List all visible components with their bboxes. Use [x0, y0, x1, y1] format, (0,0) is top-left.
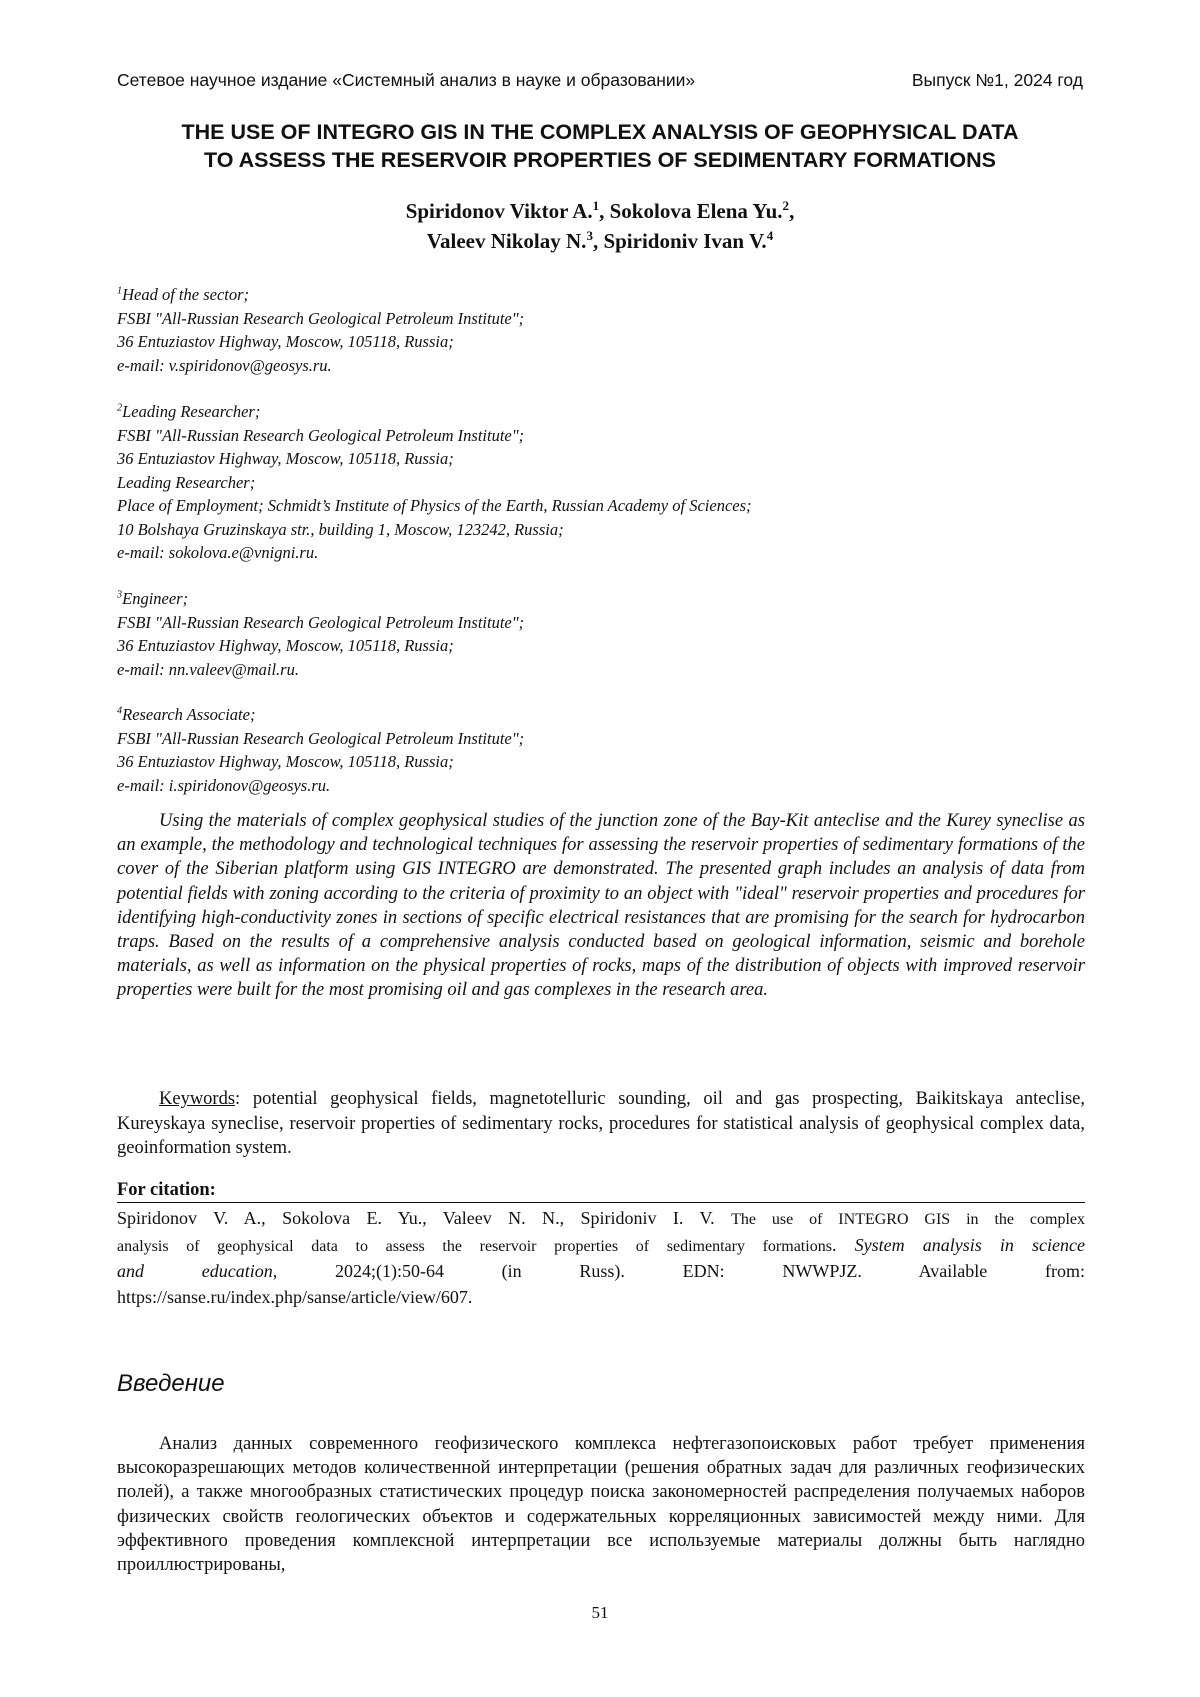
affiliation-mark: 1	[117, 286, 122, 297]
affiliation-mark: 2	[117, 403, 122, 414]
citation-authors: Spiridonov V. A., Sokolova E. Yu., Valeev N. N., Spiridoniv I. V.	[117, 1208, 715, 1228]
page-number: 51	[0, 1603, 1200, 1623]
title-line-1: THE USE OF INTEGRO GIS IN THE COMPLEX ANALYSIS OF GEOPHYSICAL DATA	[100, 118, 1100, 146]
keywords-text: : potential geophysical fields, magnetotelluric sounding, oil and gas prospecting, Baikitskaya anteclise, Kureyskaya syneclise, reservoir properties of sedimentary rocks, procedures for statistical analysis of geophysical complex data, geoinformation system.	[117, 1089, 1085, 1158]
citation-text	[117, 1206, 1085, 1310]
affiliation-email: e-mail: i.spiridonov@geosys.ru.	[117, 774, 1117, 798]
affiliation-line: 1Head of the sector;	[117, 283, 1117, 307]
affiliation-line: Leading Researcher;	[117, 471, 1117, 495]
citation-line: analysis of geophysical data to assess the reservoir properties of sedimentary formations. System analysis in science	[117, 1233, 1085, 1260]
citation-line: and education, 2024;(1):50-64 (in Russ). EDN: NWWPJZ. Available from:	[117, 1259, 1085, 1285]
citation-line	[117, 1206, 1085, 1233]
affiliation-2	[117, 400, 1117, 565]
affiliation-line: 36 Entuziastov Highway, Moscow, 105118, Russia;	[117, 634, 1117, 658]
paper-page	[0, 0, 1200, 1697]
affiliation-line: FSBI "All-Russian Research Geological Petroleum Institute";	[117, 424, 1117, 448]
affiliation-line: 36 Entuziastov Highway, Moscow, 105118, Russia;	[117, 750, 1117, 774]
affiliation-email: e-mail: v.spiridonov@geosys.ru.	[117, 354, 1117, 378]
author-list	[100, 196, 1100, 256]
affiliation-line: 10 Bolshaya Gruzinskaya str., building 1, Moscow, 123242, Russia;	[117, 518, 1117, 542]
intro-paragraph: Анализ данных современного геофизического комплекса нефтегазопоисковых работ требует применения высокоразрешающих методов количественной интерпретации (решения обратных задач для различных геофизических полей), а также многообразных статистических процедур поиска закономерностей распределения получаемых наборов физических свойств геологических объектов и содержательных корреляционных зависимостей между ними. Для эффективного проведения комплексной интерпретации все используемые материалы должны быть наглядно проиллюстрированы,	[117, 1432, 1085, 1577]
journal-name: Сетевое научное издание «Системный анализ в науке и образовании»	[117, 70, 695, 91]
affiliation-3	[117, 587, 1117, 681]
affiliation-line: 4Research Associate;	[117, 703, 1117, 727]
author-name: Sokolova Elena Yu.	[610, 199, 783, 223]
affiliation-line: 36 Entuziastov Highway, Moscow, 105118, Russia;	[117, 330, 1117, 354]
citation-title: The use of INTEGRO GIS in the complex	[731, 1211, 1085, 1228]
article-title	[100, 118, 1100, 174]
keywords	[117, 1087, 1085, 1161]
affiliation-line: FSBI "All-Russian Research Geological Petroleum Institute";	[117, 727, 1117, 751]
author-name: Spiridoniv Ivan V.	[603, 229, 766, 253]
citation-heading: For citation:	[117, 1180, 1085, 1203]
affiliation-4	[117, 703, 1117, 797]
affiliation-mark: 4	[117, 706, 122, 717]
author-affil-mark: 2	[783, 198, 790, 213]
affiliation-line: Place of Employment; Schmidt’s Institute of Physics of the Earth, Russian Academy of Sciences;	[117, 494, 1117, 518]
author-name: Spiridonov Viktor A.	[406, 199, 593, 223]
affiliation-line: 36 Entuziastov Highway, Moscow, 105118, Russia;	[117, 447, 1117, 471]
citation-details: , 2024;(1):50-64 (in Russ). EDN: NWWPJZ. Available from:	[273, 1261, 1085, 1281]
author-line-1: Spiridonov Viktor A.1, Sokolova Elena Yu.2,	[100, 196, 1100, 226]
affiliation-1	[117, 283, 1117, 377]
title-line-2: TO ASSESS THE RESERVOIR PROPERTIES OF SEDIMENTARY FORMATIONS	[100, 146, 1100, 174]
running-header	[117, 70, 1083, 91]
author-affil-mark: 1	[593, 198, 600, 213]
author-affil-mark: 4	[767, 228, 774, 243]
affiliation-email: e-mail: sokolova.e@vnigni.ru.	[117, 541, 1117, 565]
author-line-2: Valeev Nikolay N.3, Spiridoniv Ivan V.4	[100, 226, 1100, 256]
section-heading: Введение	[117, 1370, 225, 1398]
author-affil-mark: 3	[586, 228, 593, 243]
affiliation-line: 2Leading Researcher;	[117, 400, 1117, 424]
affiliation-line: 3Engineer;	[117, 587, 1117, 611]
affiliation-email: e-mail: nn.valeev@mail.ru.	[117, 658, 1117, 682]
issue-label: Выпуск №1, 2024 год	[912, 70, 1083, 91]
affiliation-line: FSBI "All-Russian Research Geological Petroleum Institute";	[117, 307, 1117, 331]
affiliation-line: FSBI "All-Russian Research Geological Petroleum Institute";	[117, 611, 1117, 635]
keywords-label: Keywords	[159, 1089, 235, 1109]
author-name: Valeev Nikolay N.	[427, 229, 587, 253]
citation-journal: System analysis in science	[855, 1235, 1085, 1255]
citation-url[interactable]: https://sanse.ru/index.php/sanse/article/view/607.	[117, 1285, 1085, 1311]
affiliation-mark: 3	[117, 590, 122, 601]
abstract: Using the materials of complex geophysical studies of the junction zone of the Bay-Kit anteclise and the Kurey syneclise as an example, the methodology and technological techniques for assessing the reservoir properties of sedimentary formations of the cover of the Siberian platform using GIS INTEGRO are demonstrated. The presented graph includes an analysis of data from potential fields with zoning according to the criteria of proximity to an object with "ideal" reservoir properties and procedures for identifying high-conductivity zones in sections of specific electrical resistances that are promising for the search for hydrocarbon traps. Based on the results of a comprehensive analysis conducted based on geological information, seismic and borehole materials, as well as information on the physical properties of rocks, maps of the distribution of objects with improved reservoir properties were built for the most promising oil and gas complexes in the research area.	[117, 809, 1085, 1003]
